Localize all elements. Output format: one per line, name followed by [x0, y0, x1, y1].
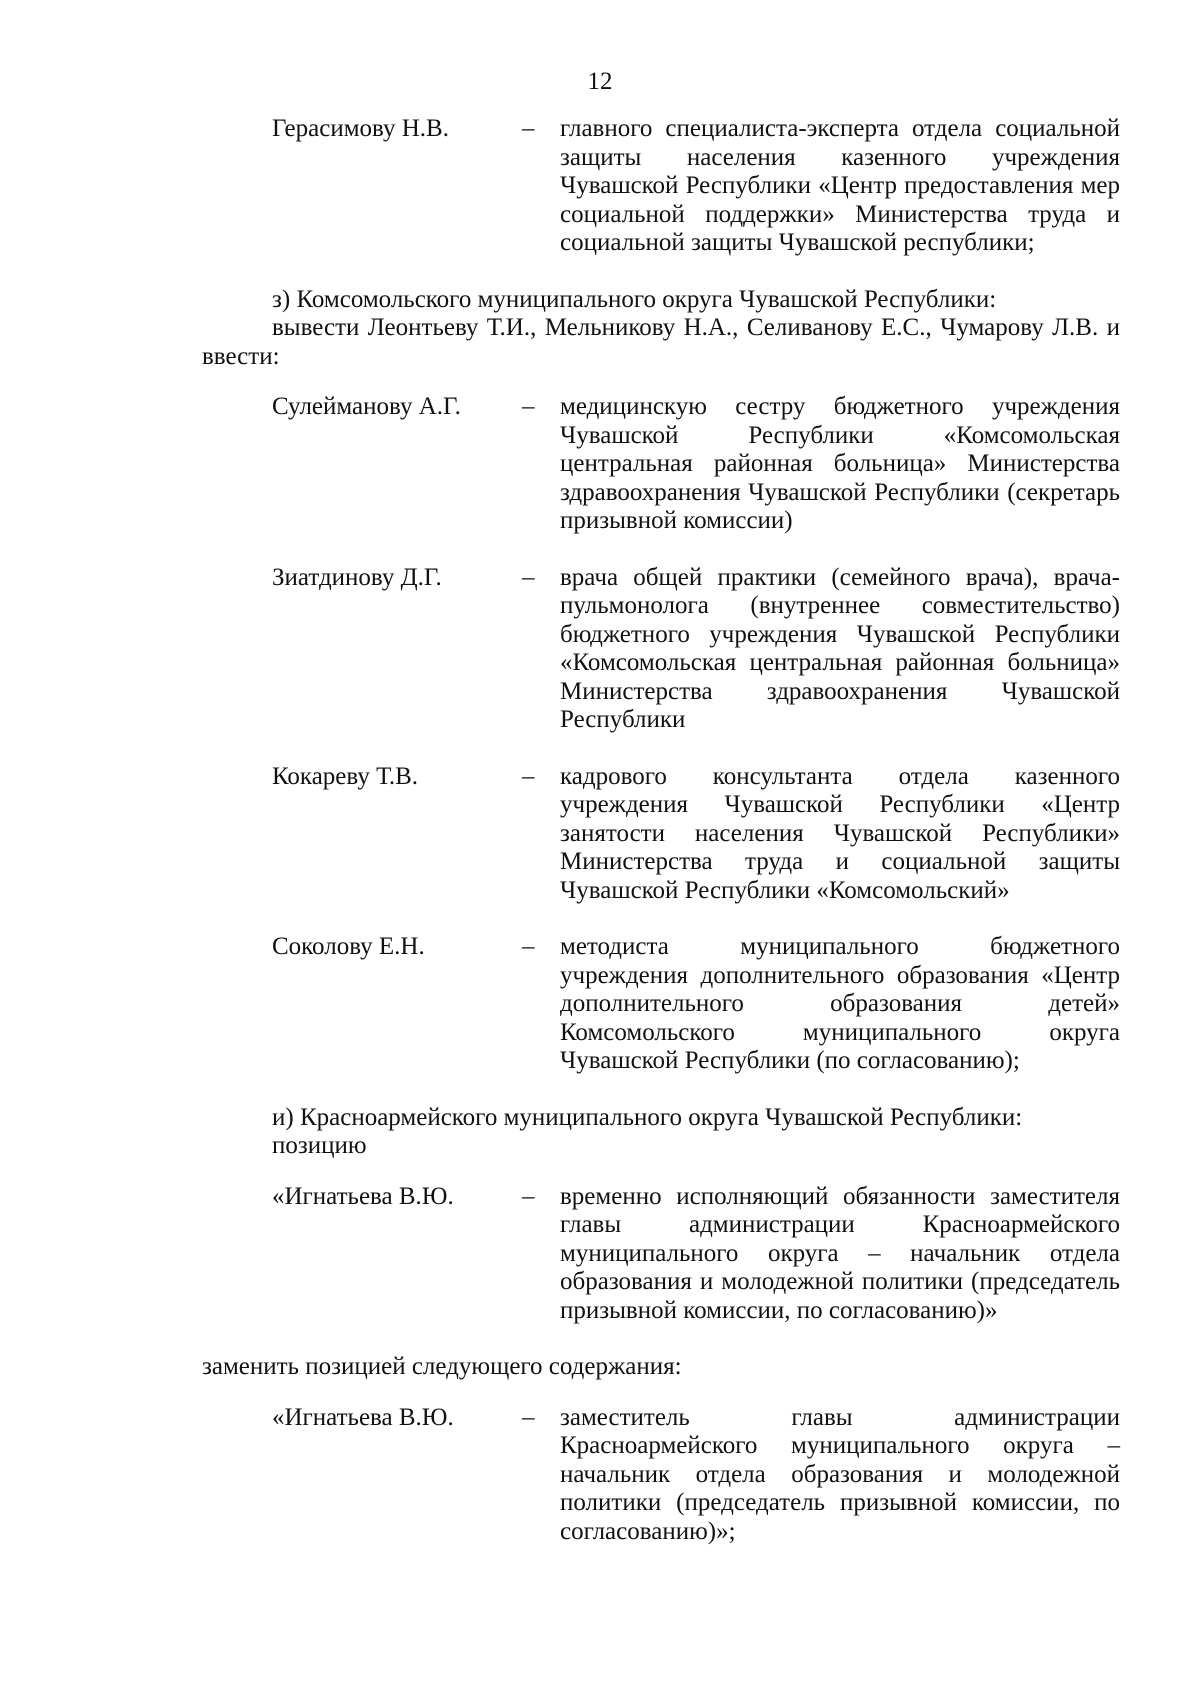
member-name: «Игнатьева В.Ю. — [272, 1182, 454, 1210]
replace-instruction: заменить позицией следующего содержания: — [202, 1353, 682, 1380]
member-description: главного специалиста-эксперта отдела социальной защиты населения казенного учреждения Чувашской Республики «Центр предоставления мер социальной поддержки» Министерства труда и социальной защиты Чувашской республики; — [560, 115, 1120, 256]
member-name: Соколову Е.Н. — [272, 933, 425, 960]
member-entry — [202, 1404, 1120, 1547]
member-entry — [202, 1183, 1120, 1326]
member-entry — [202, 763, 1120, 906]
member-dash: – — [522, 393, 535, 420]
member-description: медицинскую сестру бюджетного учреждения Чувашской Республики «Комсомольская центральная районная больница» Министерства здравоохранения Чувашской Республики (секретарь призывной комиссии) — [560, 393, 1120, 534]
member-dash: – — [522, 1182, 535, 1210]
member-name: Сулейманову А.Г. — [272, 393, 461, 420]
member-entry — [202, 393, 1120, 536]
member-entry — [202, 933, 1120, 1076]
member-dash: – — [522, 115, 535, 142]
section-i-instruction: позицию — [272, 1132, 367, 1159]
member-name: Зиатдинову Д.Г. — [272, 563, 442, 591]
section-i-heading: и) Красноармейского муниципального округа Чувашской Республики: — [272, 1103, 1023, 1131]
section-z-heading: з) Комсомольского муниципального округа Чувашской Республики: — [272, 285, 997, 313]
member-description: методиста муниципального бюджетного учреждения дополнительного образования «Центр дополнительного образования детей» Комсомольского муниципального округа Чувашской Республики (по согласованию); — [560, 933, 1120, 1074]
member-name: Герасимову Н.В. — [272, 115, 449, 142]
member-dash: – — [522, 1403, 535, 1431]
member-entry — [202, 564, 1120, 735]
member-name: Кокареву Т.В. — [272, 762, 419, 790]
document-body — [202, 115, 1120, 1574]
section-z-instruction: вывести Леонтьеву Т.И., Мельникову Н.А., Селиванову Е.С., Чумарову Л.В. и ввести: — [202, 314, 1120, 370]
member-dash: – — [522, 762, 535, 790]
page-number: 12 — [587, 68, 613, 95]
member-dash: – — [522, 933, 535, 960]
member-description: врача общей практики (семейного врача), врача-пульмонолога (внутреннее совместительство) бюджетного учреждения Чувашской Республики «Комсомольская центральная районная больница» Министерства здравоохранения Чувашской Республики — [560, 563, 1120, 733]
member-dash: – — [522, 563, 535, 591]
member-description: кадрового консультанта отдела казенного учреждения Чувашской Республики «Центр занятости населения Чувашской Республики» Министерства труда и социальной защиты Чувашской Республики «Комсомольский» — [560, 762, 1120, 904]
member-name: «Игнатьева В.Ю. — [272, 1403, 454, 1431]
member-description: заместитель главы администрации Красноармейского муниципального округа – начальник отдела образования и молодежной политики (председатель призывной комиссии, по согласованию)»; — [560, 1403, 1120, 1545]
member-entry — [202, 115, 1120, 258]
member-description: временно исполняющий обязанности заместителя главы администрации Красноармейского муниципального округа – начальник отдела образования и молодежной политики (председатель призывной комиссии, по согласованию)» — [560, 1182, 1120, 1324]
